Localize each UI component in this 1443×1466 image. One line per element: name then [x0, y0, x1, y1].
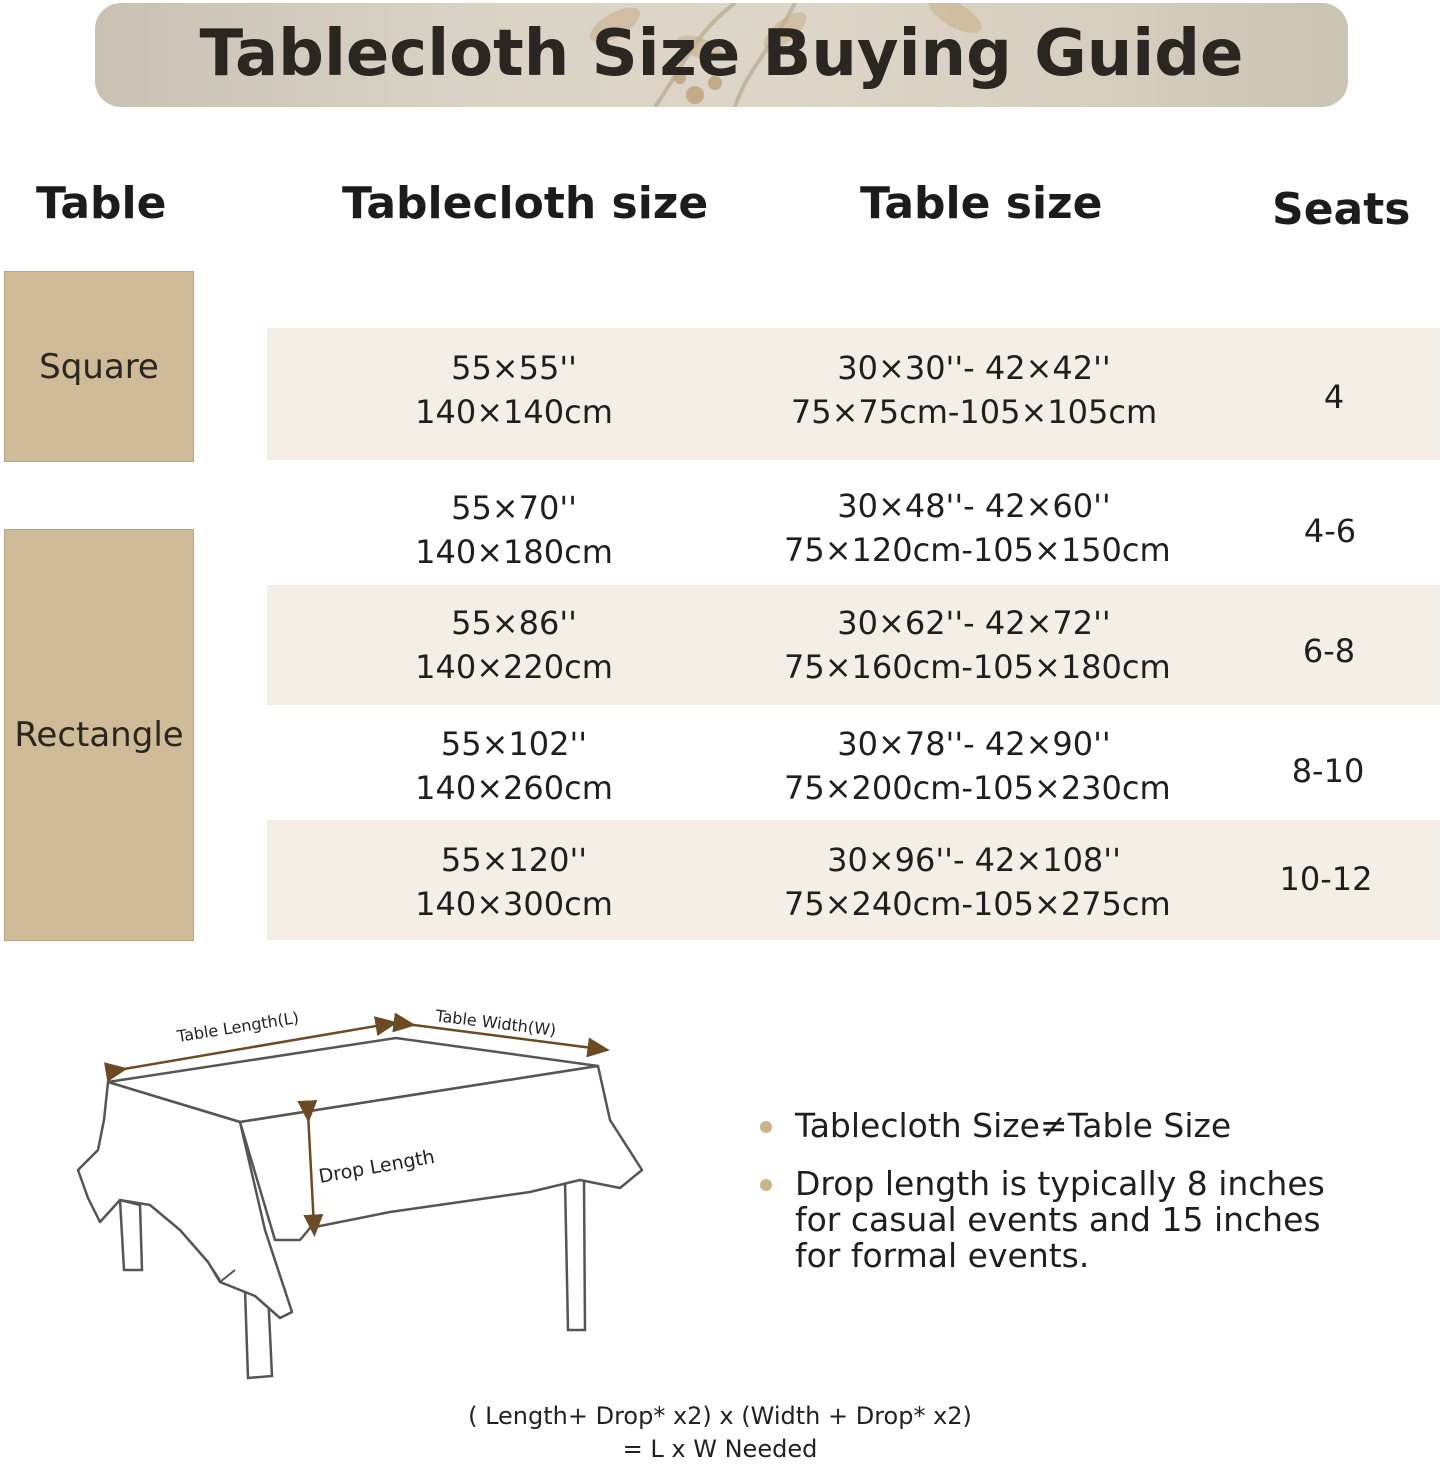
cloth-size-inches: 55×70'': [451, 489, 577, 527]
table-size-cm: 75×200cm-105×230cm: [784, 769, 1171, 807]
table-diagram: [60, 1000, 660, 1390]
bullet-icon: [760, 1179, 772, 1191]
table-row-1-seats: 4: [1323, 378, 1345, 416]
header-table-size: Table size: [860, 178, 1103, 229]
header-table: Table: [36, 178, 167, 229]
table-row-5-cloth-size: [394, 838, 634, 926]
cloth-size-cm: 140×220cm: [415, 648, 613, 686]
cloth-size-cm: 140×300cm: [415, 885, 613, 923]
type-square: Square: [4, 271, 194, 462]
size-formula: [400, 1400, 1040, 1466]
width-label: Table Width(W): [434, 1006, 558, 1040]
table-row-3-seats: 6-8: [1302, 632, 1356, 670]
table-size-inches: 30×96''- 42×108'': [827, 841, 1121, 879]
table-row-2-seats: 4-6: [1303, 512, 1357, 550]
drop-label: Drop Length: [317, 1145, 437, 1188]
cloth-size-cm: 140×260cm: [415, 769, 613, 807]
table-size-cm: 75×120cm-105×150cm: [784, 531, 1171, 569]
table-row-1-table-size: [784, 346, 1164, 434]
formula-line-2: = L x W Needed: [622, 1435, 818, 1463]
table-row-3-cloth-size: [394, 601, 634, 689]
table-size-cm: 75×75cm-105×105cm: [790, 393, 1158, 431]
cloth-size-cm: 140×180cm: [415, 533, 613, 571]
header-tablecloth-size: Tablecloth size: [342, 178, 709, 229]
note-1-text: Tablecloth Size≠Table Size: [795, 1106, 1232, 1145]
bullet-icon: [760, 1121, 772, 1133]
table-row-3-table-size: [784, 601, 1171, 689]
table-row-4-seats: 8-10: [1291, 752, 1365, 790]
title-banner: [95, 3, 1348, 107]
table-row-1-cloth-size: [394, 346, 634, 434]
cloth-size-inches: 55×86'': [451, 604, 577, 642]
table-size-cm: 75×240cm-105×275cm: [784, 885, 1171, 923]
length-label: Table Length(L): [175, 1007, 301, 1046]
table-row-4-table-size: [784, 722, 1171, 810]
table-row-2-cloth-size: [394, 486, 634, 574]
table-row-5-table-size: [784, 838, 1171, 926]
table-size-inches: 30×30''- 42×42'': [837, 349, 1111, 387]
table-size-cm: 75×160cm-105×180cm: [784, 648, 1171, 686]
formula-line-1: ( Length+ Drop* x2) x (Width + Drop* x2): [468, 1402, 972, 1430]
table-size-inches: 30×62''- 42×72'': [837, 604, 1111, 642]
table-row-4-cloth-size: [394, 722, 634, 810]
type-rectangle: Rectangle: [4, 529, 194, 941]
cloth-size-cm: 140×140cm: [415, 393, 613, 431]
note-2-text: Drop length is typically 8 inches for casual events and 15 inches for formal events.: [795, 1164, 1325, 1275]
table-row-2-table-size: [784, 484, 1171, 572]
table-row-5-seats: 10-12: [1279, 860, 1373, 898]
table-size-inches: 30×78''- 42×90'': [837, 725, 1111, 763]
header-seats: Seats: [1272, 184, 1411, 235]
cloth-size-inches: 55×55'': [451, 349, 577, 387]
cloth-size-inches: 55×102'': [440, 725, 588, 763]
page-title: Tablecloth Size Buying Guide: [199, 17, 1244, 91]
table-size-inches: 30×48''- 42×60'': [837, 487, 1111, 525]
cloth-size-inches: 55×120'': [440, 841, 588, 879]
